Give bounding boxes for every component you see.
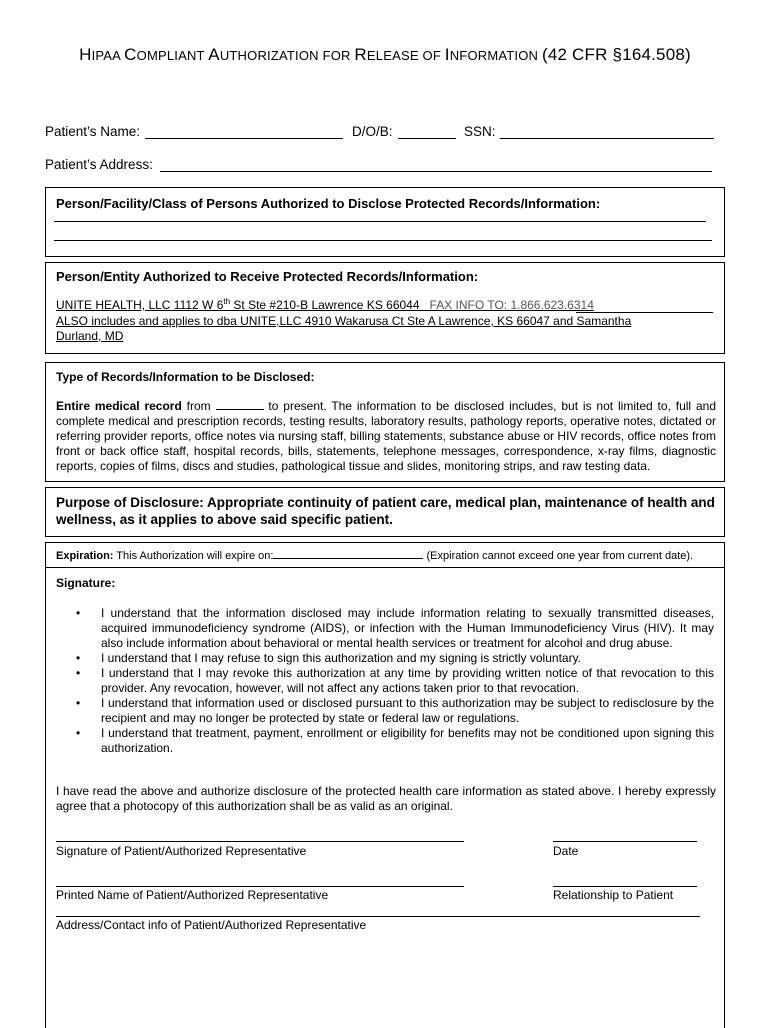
date-label: Date bbox=[553, 844, 579, 858]
address-contact-field[interactable] bbox=[56, 916, 700, 917]
relationship-label: Relationship to Patient bbox=[553, 888, 674, 902]
receive-line-3: Durland, MD bbox=[56, 329, 124, 343]
dob-field[interactable] bbox=[398, 138, 456, 139]
printed-name-label: Printed Name of Patient/Authorized Representative bbox=[56, 888, 329, 902]
records-from-date-field[interactable] bbox=[216, 399, 264, 410]
disclose-line-2[interactable] bbox=[54, 240, 712, 241]
receive-heading: Person/Entity Authorized to Receive Protected Records/Information: bbox=[56, 269, 479, 284]
patient-name-field[interactable] bbox=[145, 138, 343, 139]
dob-label: D/O/B: bbox=[352, 124, 393, 139]
fax-info: FAX INFO TO: 1.866.623.6314 bbox=[429, 298, 594, 312]
expiration-text: Expiration: This Authorization will expire on: (Expiration cannot exceed one year from current date). bbox=[56, 550, 694, 562]
records-body: Entire medical record from to present. The information to be disclosed includes, but is not limited to, full and complete medical and prescription records, testing results, laboratory results, pathology reports, operative notes, dictated or referring provider reports, office notes via nursing staff, billing statements, substance abuse or HIV records, office notes from front or back office staff, hospital records, bills, statements, telephone messages, correspondence, x-ray films, diagnostic reports, copies of films, discs and studies, pathological tissue and slides, monitoring strips, and raw testing data. bbox=[56, 399, 716, 473]
signature-field[interactable] bbox=[56, 841, 464, 842]
signature-heading: Signature: bbox=[56, 576, 116, 590]
patient-address-label: Patient’s Address: bbox=[45, 157, 153, 172]
expiration-section bbox=[45, 542, 725, 568]
list-item: • I understand that the information disclosed may include information relating to sexually transmitted diseases, acquired immunodeficiency syndrome (AIDS), or infection with the Human Immunodeficiency Virus (HIV). It may also include information about behavioral or mental health services or treatment for alcohol and drug abuse. bbox=[56, 606, 714, 651]
expiration-date-field[interactable] bbox=[273, 549, 423, 559]
records-heading: Type of Records/Information to be Disclosed: bbox=[56, 370, 315, 384]
disclose-section bbox=[45, 187, 725, 257]
receive-line-1-underline bbox=[576, 312, 713, 313]
purpose-section bbox=[45, 487, 725, 537]
receive-line-2: ALSO includes and applies to dba UNITE,LLC 4910 Wakarusa Ct Ste A Lawrence, KS 66047 and Samantha bbox=[56, 314, 632, 328]
patient-address-field[interactable] bbox=[160, 171, 712, 172]
patient-name-label: Patient’s Name: bbox=[45, 124, 141, 139]
list-item: • I understand that information used or disclosed pursuant to this authorization may be subject to redisclosure by the recipient and may no longer be protected by state or federal law or regulations. bbox=[56, 696, 714, 726]
page-title: HIPAA COMPLIANT AUTHORIZATION FOR RELEASE OF INFORMATION (42 CFR §164.508) bbox=[79, 45, 691, 64]
agreement-text: I have read the above and authorize disclosure of the protected health care information as stated above. I hereby expressly agree that a photocopy of this authorization shall be as valid as an original. bbox=[56, 784, 716, 813]
disclose-line-1[interactable] bbox=[54, 221, 706, 222]
signature-section bbox=[45, 568, 725, 1028]
signature-label: Signature of Patient/Authorized Representative bbox=[56, 844, 307, 858]
receive-line-1: UNITE HEALTH, LLC 1112 W 6th St Ste #210-B Lawrence KS 66044 FAX INFO TO: 1.866.623.6314 bbox=[56, 297, 594, 312]
acknowledgement-list bbox=[56, 606, 714, 756]
disclose-heading: Person/Facility/Class of Persons Authorized to Disclose Protected Records/Information: bbox=[56, 196, 601, 211]
receive-section bbox=[45, 262, 725, 354]
ssn-field[interactable] bbox=[500, 138, 714, 139]
list-item: • I understand that I may refuse to sign this authorization and my signing is strictly voluntary. bbox=[56, 651, 714, 666]
relationship-field[interactable] bbox=[553, 886, 697, 887]
list-item: • I understand that I may revoke this authorization at any time by providing written notice of that revocation to this provider. Any revocation, however, will not affect any actions taken prior to that revocation. bbox=[56, 666, 714, 696]
records-section bbox=[45, 362, 725, 482]
ssn-label: SSN: bbox=[464, 124, 496, 139]
purpose-text: Purpose of Disclosure: Appropriate continuity of patient care, medical plan, maintenance of health and wellness, as it applies to above said specific patient. bbox=[56, 495, 715, 527]
date-field[interactable] bbox=[553, 841, 697, 842]
address-contact-label: Address/Contact info of Patient/Authorized Representative bbox=[56, 918, 367, 932]
printed-name-field[interactable] bbox=[56, 886, 464, 887]
list-item: • I understand that treatment, payment, enrollment or eligibility for benefits may not be conditioned upon signing this authorization. bbox=[56, 726, 714, 756]
